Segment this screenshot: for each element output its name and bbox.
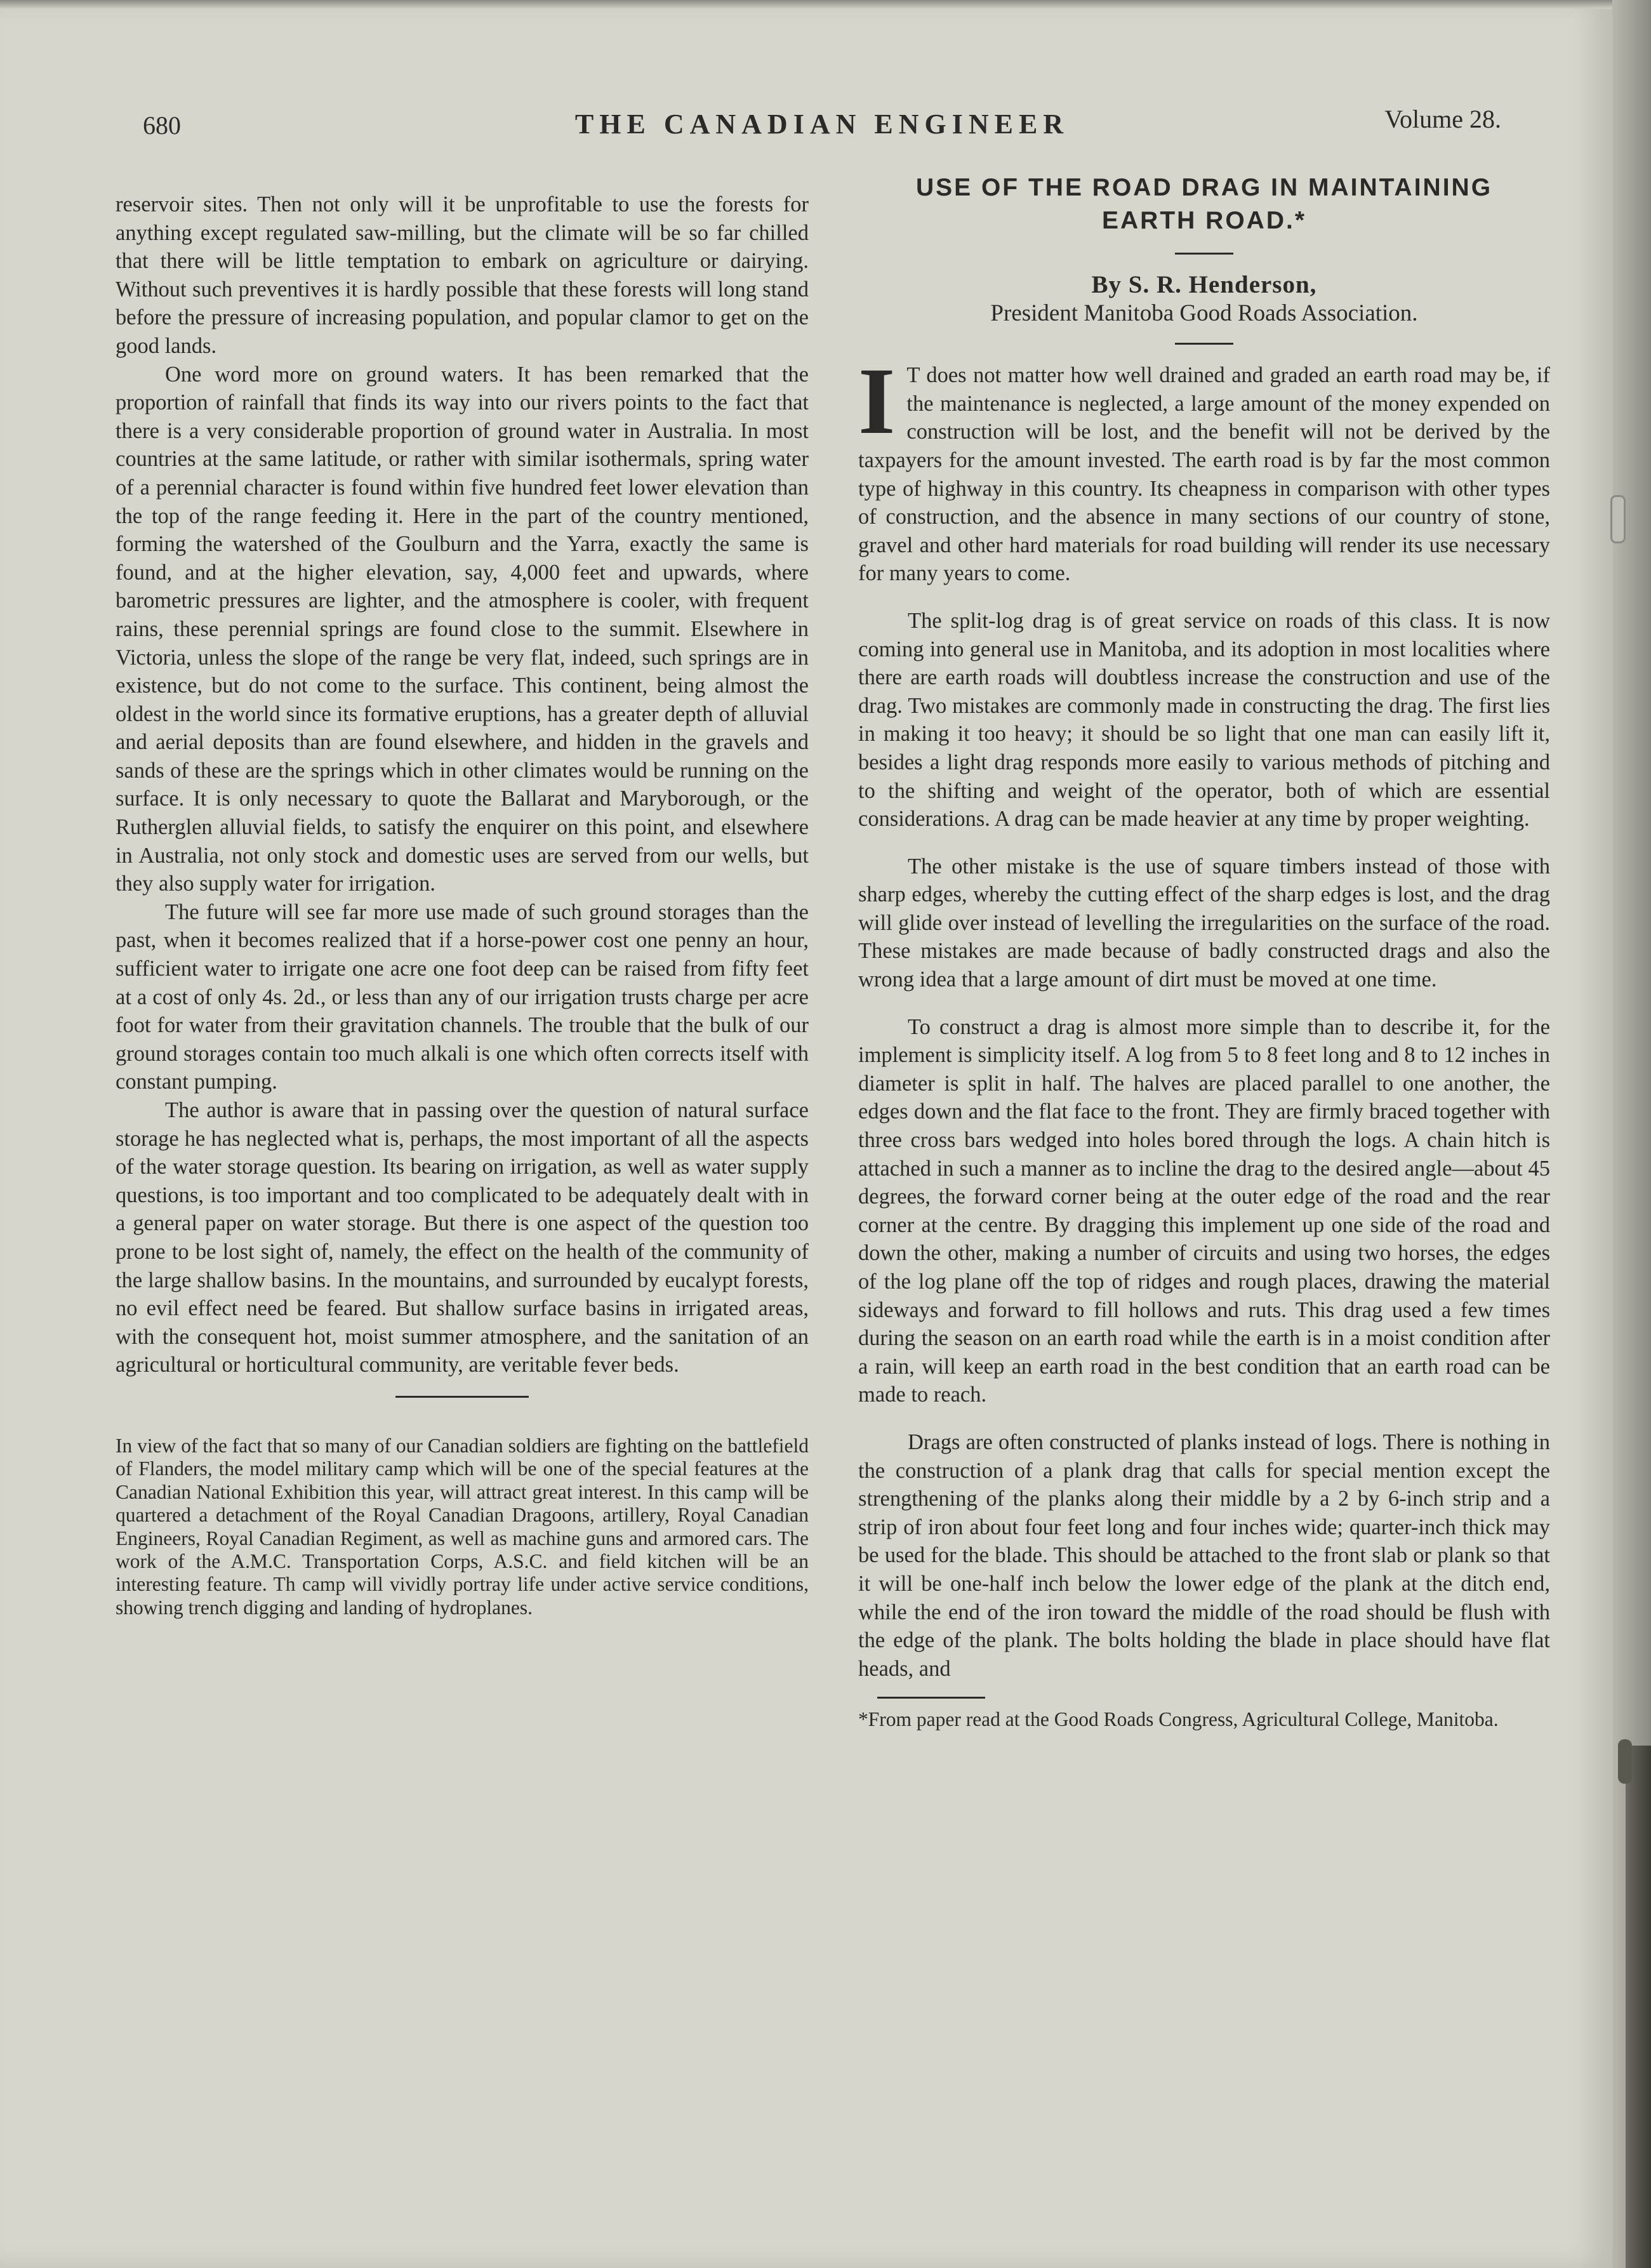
- section-divider: [395, 1396, 529, 1398]
- paragraph: The future will see far more use made of such ground storages than the past, when it becomes realized that if a horse-power cost one penny an hour, sufficient water to irrigate one acre one foot deep can be raised from fifty feet at a cost of only 4s. 2d., or less than any of our irrigation trusts charge per acre foot for water from their gravitation channels. The trouble that the bulk of our ground storages contain too much alkali is one which often corrects itself with constant pumping.: [116, 899, 809, 1094]
- page-number: 680: [143, 111, 181, 140]
- drop-cap: I: [858, 348, 896, 454]
- title-rule: [1175, 253, 1233, 255]
- exhibition-note: In view of the fact that so many of our Canadian soldiers are fighting on the battlefield of Flanders, the model military camp which will be one of the special features at the Canadian National Exhibition this year, will attract great interest. In this camp will be quartered a detachment of the Royal Canadian Dragoons, artillery, Royal Canadian Engineers, Royal Canadian Regiment, as well as machine guns and armored cars. The work of the A.M.C. Transportation Corps, A.S.C. and field kitchen will be an interesting feature. Th camp will vividly portray life under active service conditions, showing trench digging and landing of hydroplanes.: [116, 1434, 809, 1619]
- paragraph: reservoir sites. Then not only will it be unprofitable to use the forests for anything except regulated saw-milling, but the climate will be so far chilled that there will be little temptation to embark on agriculture or dairying. Without such preventives it is hardly possible that these forests will long stand before the pressure of increasing population, and popular clamor to get on the good lands.: [116, 192, 809, 358]
- article-title-line2: EARTH ROAD.*: [1101, 207, 1306, 234]
- paragraph: The split-log drag is of great service on roads of this class. It is now coming into general use in Manitoba, and its adoption in most localities where there are earth roads will doubtless increase the construction and use of the drag. Two mistakes are commonly made in constructing the drag. The first lies in making it too heavy; it should be so light that one man can easily lift it, besides a light drag responds more easily to various methods of pitching and to the shifting and weight of the operator, both of which are essential considerations. A drag can be made heavier at any time by proper weighting.: [858, 608, 1550, 832]
- byline-rule: [1175, 343, 1233, 345]
- paragraph: To construct a drag is almost more simple than to describe it, for the implement is simplicity itself. A log from 5 to 8 feet long and 8 to 12 inches in diameter is split in half. The halves are placed parallel to one another, the edges down and the flat face to the front. They are firmly braced together with three cross bars wedged into holes bored through the logs. A chain hitch is attached in such a manner as to incline the drag to the desired angle—about 45 degrees, the forward corner being at the outer edge of the road and the rear corner at the centre. By dragging this implement up one side of the road and down the other, making a number of circuits and using two horses, the edges of the log plane off the top of ridges and rough places, drawing the material sideways and forward to fill hollows and ruts. This drag used a few times during the season on an earth road while the earth is in a moist condition after a rain, will keep an earth road in the best condition that an earth road can be made to reach.: [858, 1014, 1550, 1407]
- paragraph: One word more on ground waters. It has been remarked that the proportion of rainfall that finds its way into our rivers points to the fact that there is a very considerable proportion of ground water in Australia. In most countries at the same latitude, or rather with similar isothermals, spring water of a perennial character is found within five hundred feet lower elevation than the top of the range feeding it. Here in the part of the country mentioned, forming the watershed of the Goulburn and the Yarra, exactly the same is found, and at the higher elevation, say, 4,000 feet and upwards, where barometric pressures are lighter, and the atmosphere is cooler, with frequent rains, these perennial springs are found close to the summit. Elsewhere in Victoria, unless the slope of the range be very flat, indeed, such springs are in existence, but do not come to the surface. This continent, being almost the oldest in the world since its formative eruptions, has a greater depth of alluvial and aerial deposits than are found elsewhere, and hidden in the gravels and sands of these are the springs which in other climates would be running on the surface. It is only necessary to quote the Ballarat and Maryborough, or the Rutherglen alluvial fields, to satisfy the enquirer on this point, and elsewhere in Australia, not only stock and domestic uses are served from our wells, but they also supply water for irrigation.: [116, 362, 809, 896]
- paragraph: The other mistake is the use of square timbers instead of those with sharp edges, whereby the cutting effect of the sharp edges is lost, and the drag will glide over instead of levelling the irregularities on the surface of the road. These mistakes are made because of badly constructed drags and also the wrong idea that a large amount of dirt must be moved at one time.: [858, 854, 1550, 992]
- first-paragraph: [858, 348, 1550, 588]
- paragraph: Drags are often constructed of planks instead of logs. There is nothing in the construction of a plank drag that calls for special mention except the strengthening of the planks along their middle by a 2 by 6-inch strip and a strip of iron about four feet long and four inches wide; quarter-inch thick may be used for the blade. This should be attached to the front slab or plank so that it will be one-half inch below the lower edge of the plank at the ditch end, while the end of the iron toward the middle of the road should be flush with the edge of the plank. The bolts holding the blade in place should have flat heads, and: [858, 1429, 1550, 1681]
- paragraph: The author is aware that in passing over the question of natural surface storage he has neglected what is, perhaps, the most important of all the aspects of the water storage question. Its bearing on irrigation, as well as water supply questions, is too important and too complicated to be adequately dealt with in a general paper on water storage. But there is one aspect of the question too prone to be lost sight of, namely, the effect on the health of the community of the large shallow basins. In the mountains, and surrounded by eucalypt forests, no evil effect need be feared. But shallow surface basins in irrigated areas, with the consequent hot, moist summer atmosphere, and the sanitation of an agricultural or horticultural community, are veritable fever beds.: [116, 1098, 809, 1377]
- affiliation: President Manitoba Good Roads Association.: [990, 300, 1418, 326]
- footnote-rule: [877, 1697, 985, 1699]
- article-title-line1: USE OF THE ROAD DRAG IN MAINTAINING: [915, 174, 1493, 201]
- byline: By S. R. Henderson,: [1091, 271, 1317, 298]
- page-tab-mark: [1610, 495, 1626, 543]
- binding-shadow: [1626, 1746, 1651, 2268]
- first-paragraph-text: T does not matter how well drained and graded an earth road may be, if the maintenance is neglected, a large amount of the money expended on construction will be lost, and the benefit will not be derived by the taxpayers for the amount invested. The earth road is by far the most common type of highway in this country. Its cheapness in comparison with other types of construction, and the absence in many sections of our country of stone, gravel and other hard materials for road building will render its use necessary for many years to come.: [858, 363, 1550, 586]
- volume-label: Volume 28.: [1384, 105, 1501, 133]
- page-header: [143, 102, 1501, 146]
- right-column: [858, 171, 1550, 1732]
- top-edge: [0, 0, 1612, 9]
- page-tab-mark-lower: [1618, 1739, 1632, 1784]
- footnote: *From paper read at the Good Roads Congress, Agricultural College, Manitoba.: [858, 1708, 1499, 1731]
- left-column: [116, 190, 809, 1619]
- journal-title: THE CANADIAN ENGINEER: [574, 109, 1070, 140]
